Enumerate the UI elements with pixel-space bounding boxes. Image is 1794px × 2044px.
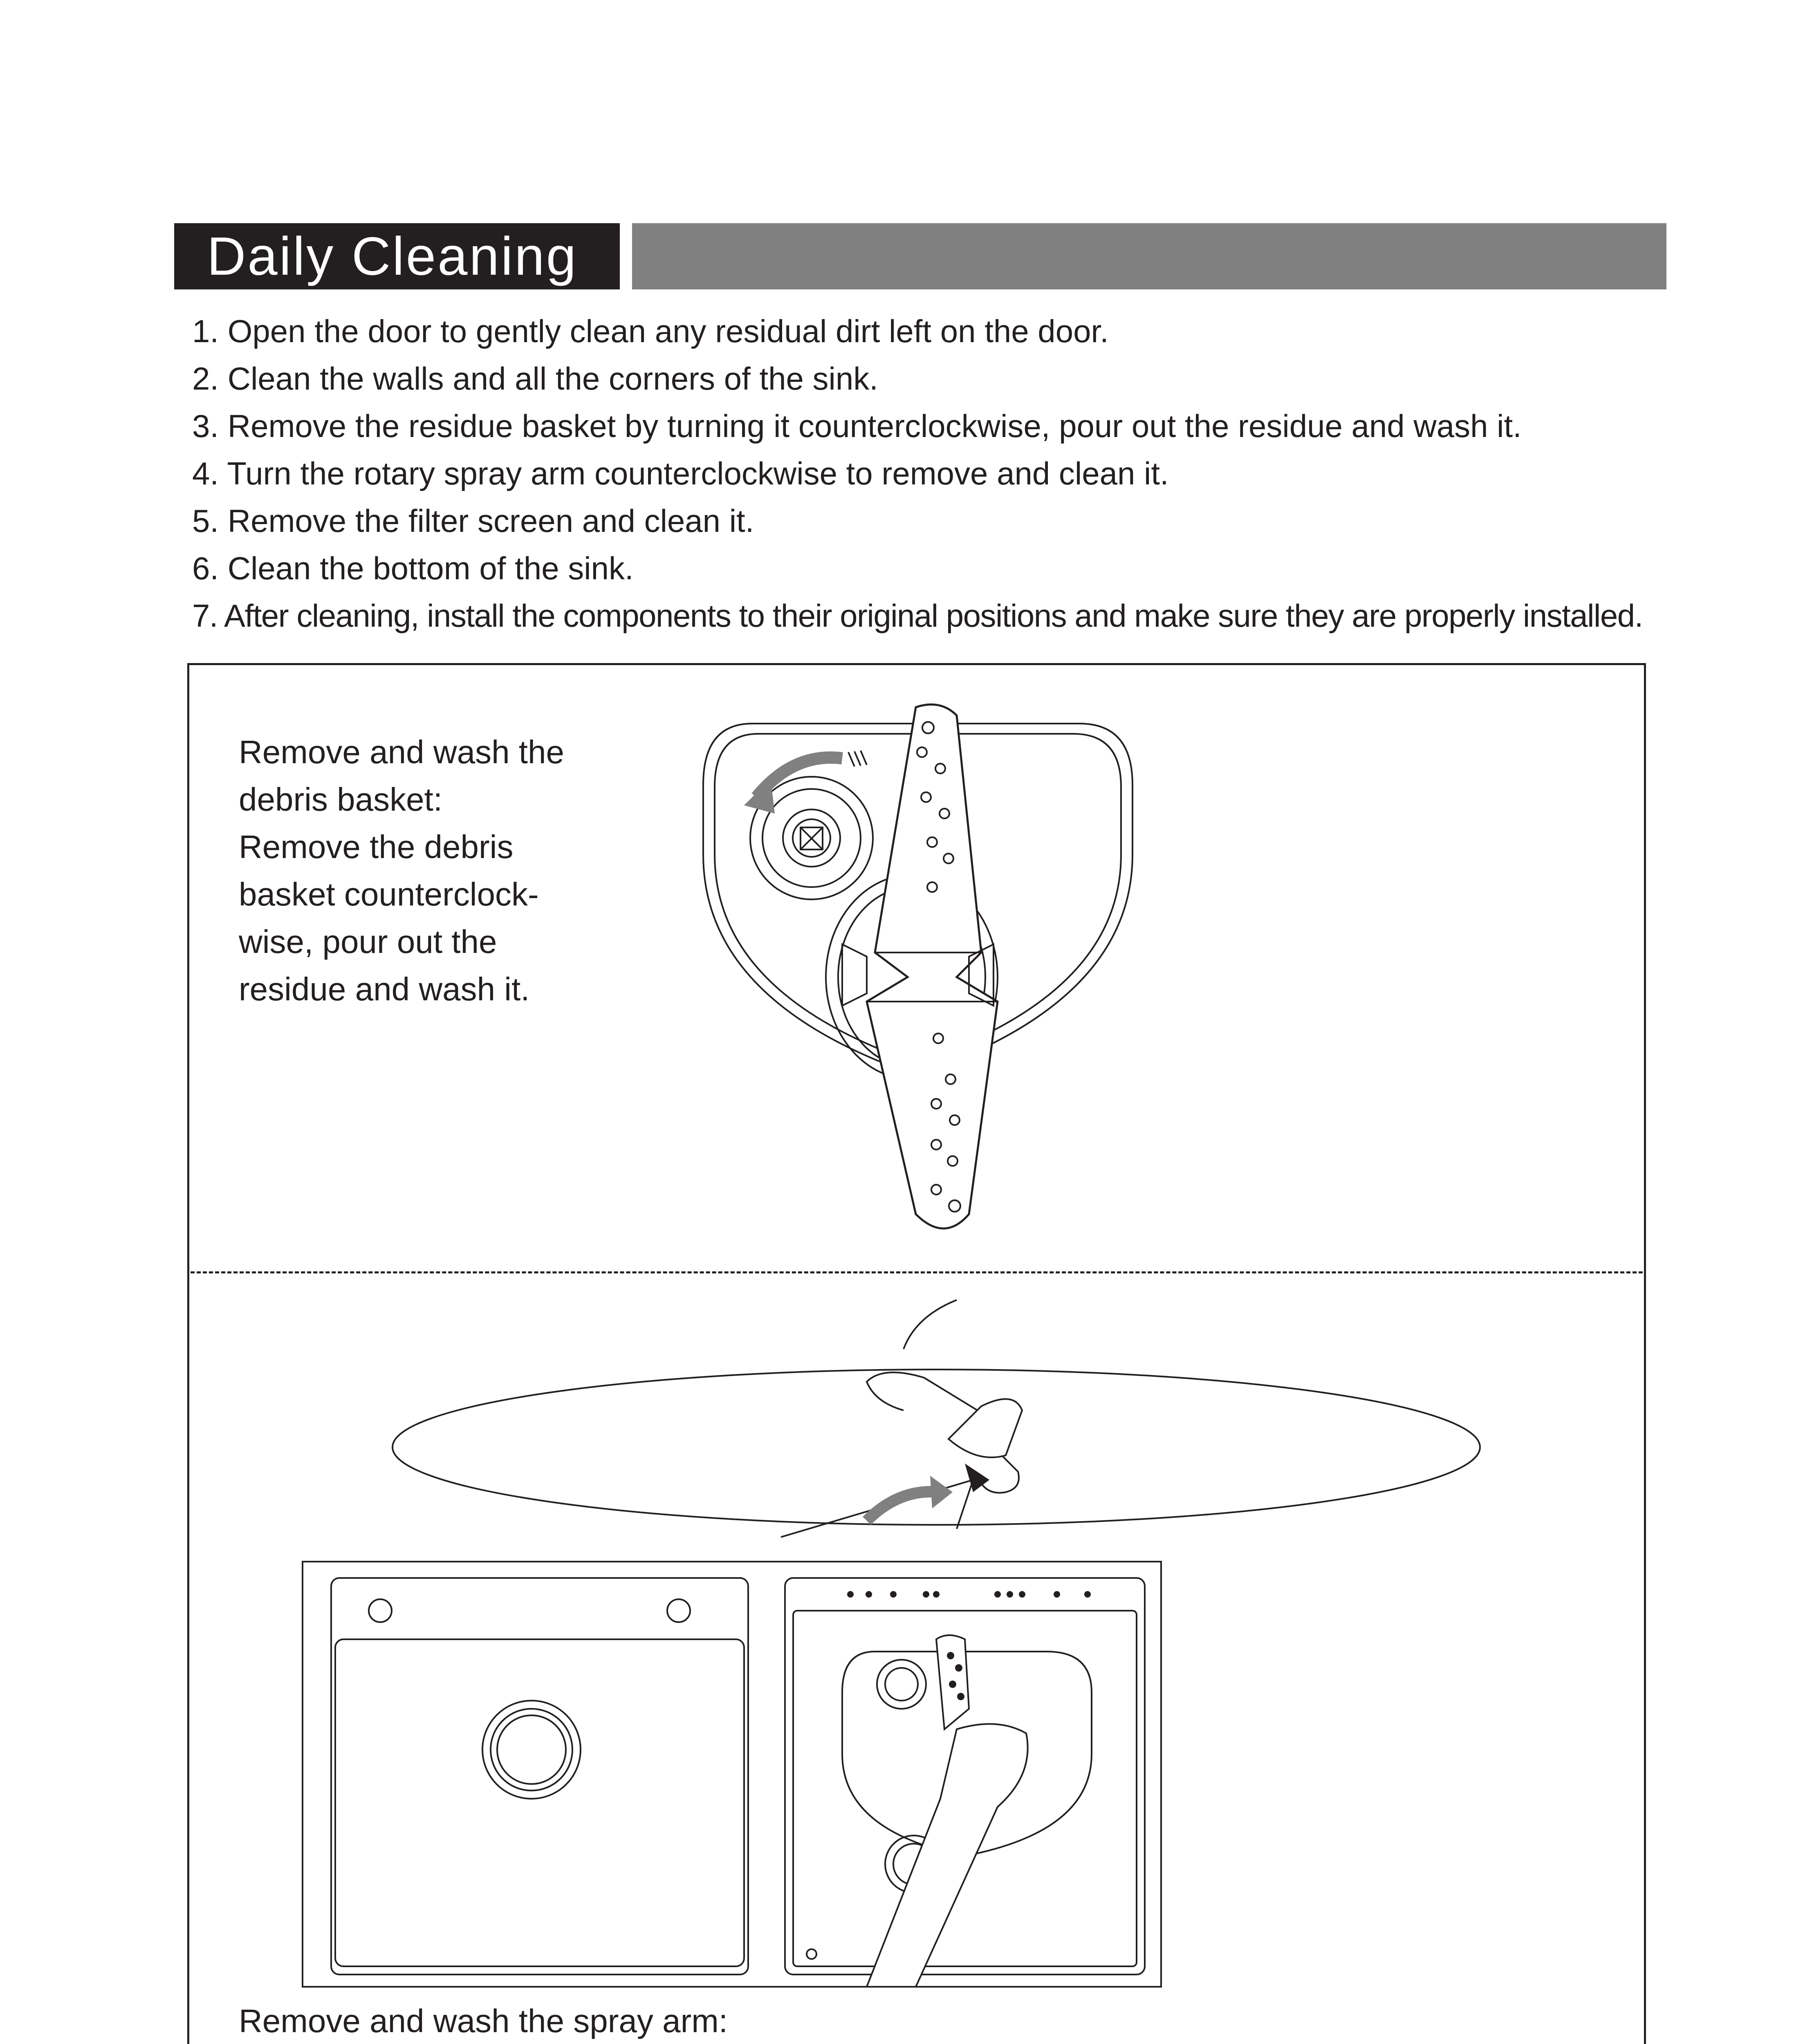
step-item: 3. Remove the residue basket by turning it counterclockwise, pour out the residue and wash it. (192, 408, 1522, 444)
basket-body-line: Remove the debris (239, 829, 514, 865)
sink-top-view-illustration (687, 691, 1145, 1255)
basket-body-line: basket counterclock- (239, 876, 539, 912)
basket-body-line: residue and wash it. (239, 971, 530, 1007)
section-title-bar (632, 223, 1666, 289)
sink-unit-illustration (303, 1300, 1594, 2003)
spray-remove-heading: Remove and wash the spray arm: (239, 2003, 728, 2039)
section-title: Daily Cleaning (174, 223, 620, 289)
step-item: 1. Open the door to gently clean any residual dirt left on the door. (192, 313, 1109, 349)
basket-heading-line: debris basket: (239, 781, 443, 818)
basket-body-line: wise, pour out the (239, 923, 497, 960)
basket-heading-line: Remove and wash the (239, 734, 565, 770)
step-item: 7. After cleaning, install the components to their original positions and make sure they are properly installed. (192, 598, 1643, 634)
cleaning-steps-list (192, 307, 1705, 639)
spray-arm-instructions (239, 1997, 1629, 2044)
step-item: 5. Remove the filter screen and clean it. (192, 503, 754, 539)
section-divider (191, 1271, 1643, 1273)
debris-basket-instructions (239, 728, 607, 1013)
step-item: 4. Turn the rotary spray arm counterclockwise to remove and clean it. (192, 455, 1169, 491)
step-item: 6. Clean the bottom of the sink. (192, 550, 634, 586)
step-item: 2. Clean the walls and all the corners of the sink. (192, 361, 878, 397)
